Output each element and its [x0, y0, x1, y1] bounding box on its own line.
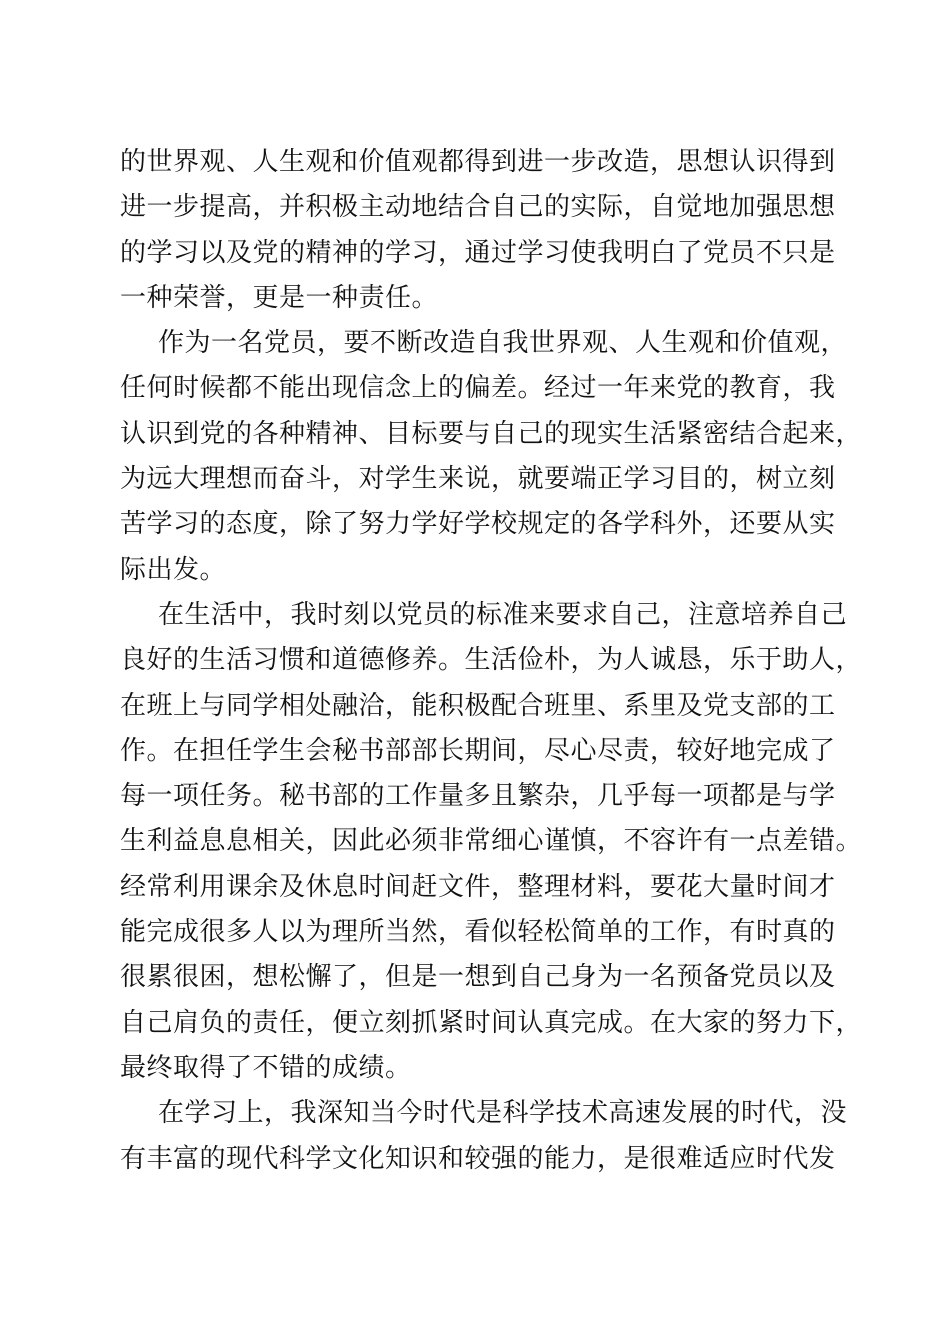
- text-line: 际出发。: [120, 554, 227, 585]
- text-line: 经常利用课余及休息时间赶文件，整理材料，要花大量时间才: [120, 871, 836, 902]
- text-line: 为远大理想而奋斗，对学生来说，就要端正学习目的，树立刻: [120, 464, 836, 495]
- body-text: [120, 140, 863, 1182]
- text-line: 最终取得了不错的成绩。: [120, 1052, 412, 1083]
- text-line: 有丰富的现代科学文化知识和较强的能力，是很难适应时代发: [120, 1143, 836, 1174]
- paragraph-first-line: 作为一名党员，要不断改造自我世界观、人生观和价值观，: [158, 328, 848, 359]
- text-line: 的世界观、人生观和价值观都得到进一步改造，思想认识得到: [120, 147, 836, 177]
- text-line: 一种荣誉，更是一种责任。: [120, 282, 439, 313]
- text-line: 每一项任务。秘书部的工作量多且繁杂，几乎每一项都是与学: [120, 781, 836, 812]
- paragraph-first-line: 在学习上，我深知当今时代是科学技术高速发展的时代，没: [158, 1098, 848, 1129]
- text-line: 苦学习的态度，除了努力学好学校规定的各学科外，还要从实: [120, 509, 836, 540]
- text-line: 生利益息息相关，因此必须非常细心谨慎，不容许有一点差错。: [120, 826, 863, 857]
- paragraph-first-line: 在生活中，我时刻以党员的标准来要求自己，注意培养自己: [158, 599, 848, 630]
- text-line: 很累很困，想松懈了，但是一想到自己身为一名预备党员以及: [120, 962, 836, 993]
- text-line: 进一步提高，并积极主动地结合自己的实际，自觉地加强思想: [120, 192, 836, 223]
- text-line: 认识到党的各种精神、目标要与自己的现实生活紧密结合起来，: [120, 418, 863, 449]
- text-line: 良好的生活习惯和道德修养。生活俭朴，为人诚恳，乐于助人，: [120, 645, 863, 676]
- text-line: 作。在担任学生会秘书部部长期间，尽心尽责，较好地完成了: [120, 735, 836, 766]
- text-line: 自己肩负的责任，便立刻抓紧时间认真完成。在大家的努力下，: [120, 1007, 863, 1038]
- text-line: 任何时候都不能出现信念上的偏差。经过一年来党的教育，我: [120, 373, 836, 404]
- text-line: 的学习以及党的精神的学习，通过学习使我明白了党员不只是: [120, 237, 836, 268]
- text-line: 能完成很多人以为理所当然，看似轻松简单的工作，有时真的: [120, 917, 836, 948]
- text-line: 在班上与同学相处融洽，能积极配合班里、系里及党支部的工: [120, 690, 836, 721]
